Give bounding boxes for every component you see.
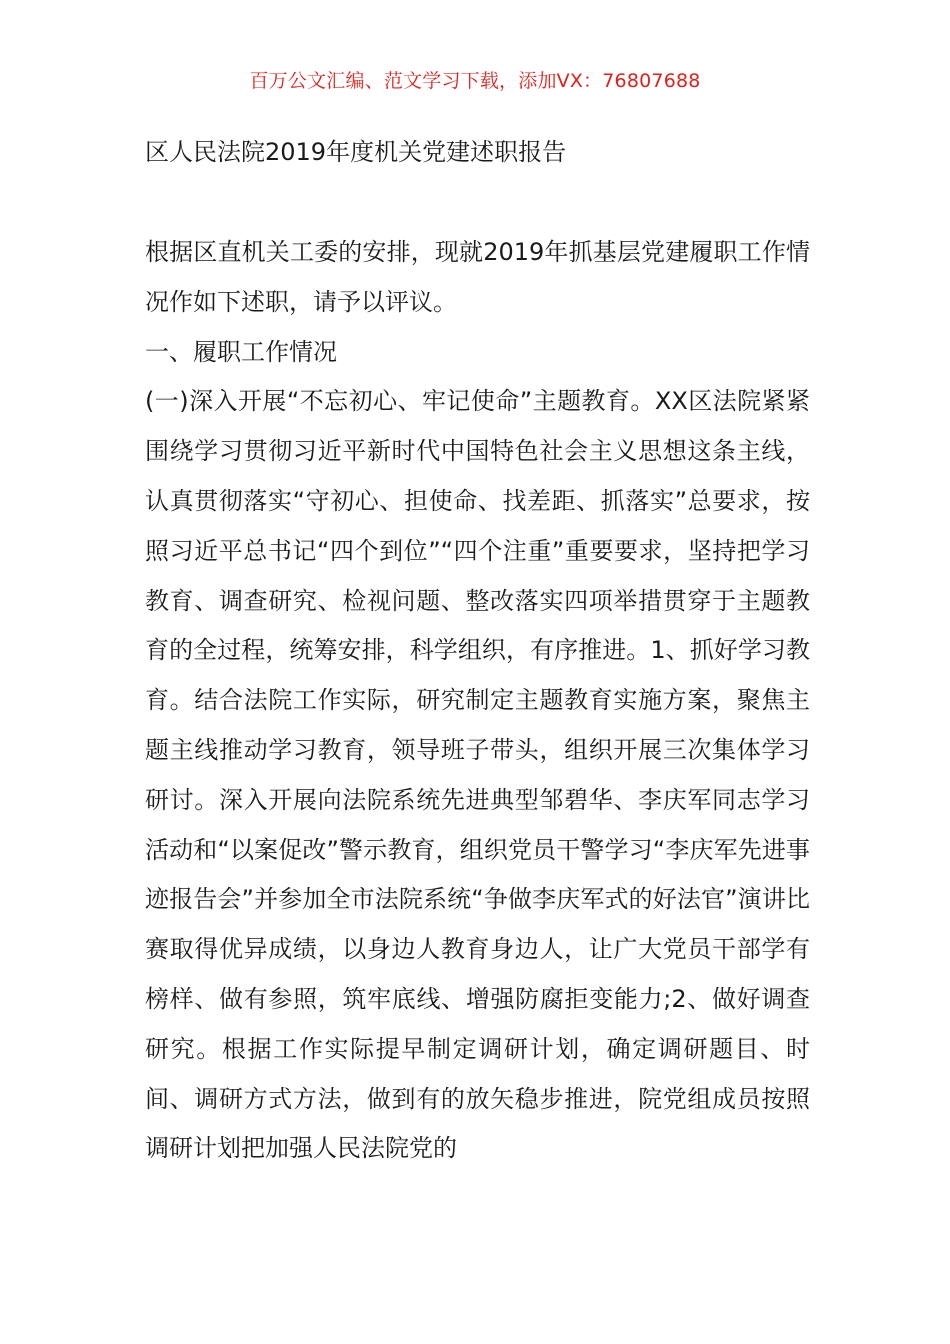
paragraph-intro: 根据区直机关工委的安排，现就2019年抓基层党建履职工作情况作如下述职，请予以评议。	[145, 238, 810, 316]
section-heading: 一、履职工作情况	[145, 337, 337, 366]
paragraph-main: (一)深入开展“不忘初心、牢记使命”主题教育。XX区法院紧紧围绕学习贯彻习近平新时代中国特色社会主义思想这条主线，认真贯彻落实“守初心、担使命、找差距、抓落实”总要求，按照习近平总书记“四个到位”“四个注重”重要要求，坚持把学习教育、调查研究、检视问题、整改落实四项举措贯穿于主题教育的全过程，统筹安排，科学组织，有序推进。1、抓好学习教育。结合法院工作实际，研究制定主题教育实施方案，聚焦主题主线推动学习教育，领导班子带头，组织开展三次集体学习研讨。深入开展向法院系统先进典型邹碧华、李庆军同志学习活动和“以案促改”警示教育，组织党员干警学习“李庆军先进事迹报告会”并参加全市法院系统“争做李庆军式的好法官”演讲比赛取得优异成绩，以身边人教育身边人，让广大党员干部学有榜样、做有参照，筑牢底线、增强防腐拒变能力;2、做好调查研究。根据工作实际提早制定调研计划，确定调研题目、时间、调研方式方法，做到有的放矢稳步推进，院党组成员按照调研计划把加强人民法院党的	[145, 387, 810, 1163]
watermark-header: 百万公文汇编、范文学习下载，添加VX：76807688	[249, 70, 701, 92]
document-body	[145, 228, 810, 1174]
document-title: 区人民法院2019年度机关党建述职报告	[145, 138, 567, 166]
